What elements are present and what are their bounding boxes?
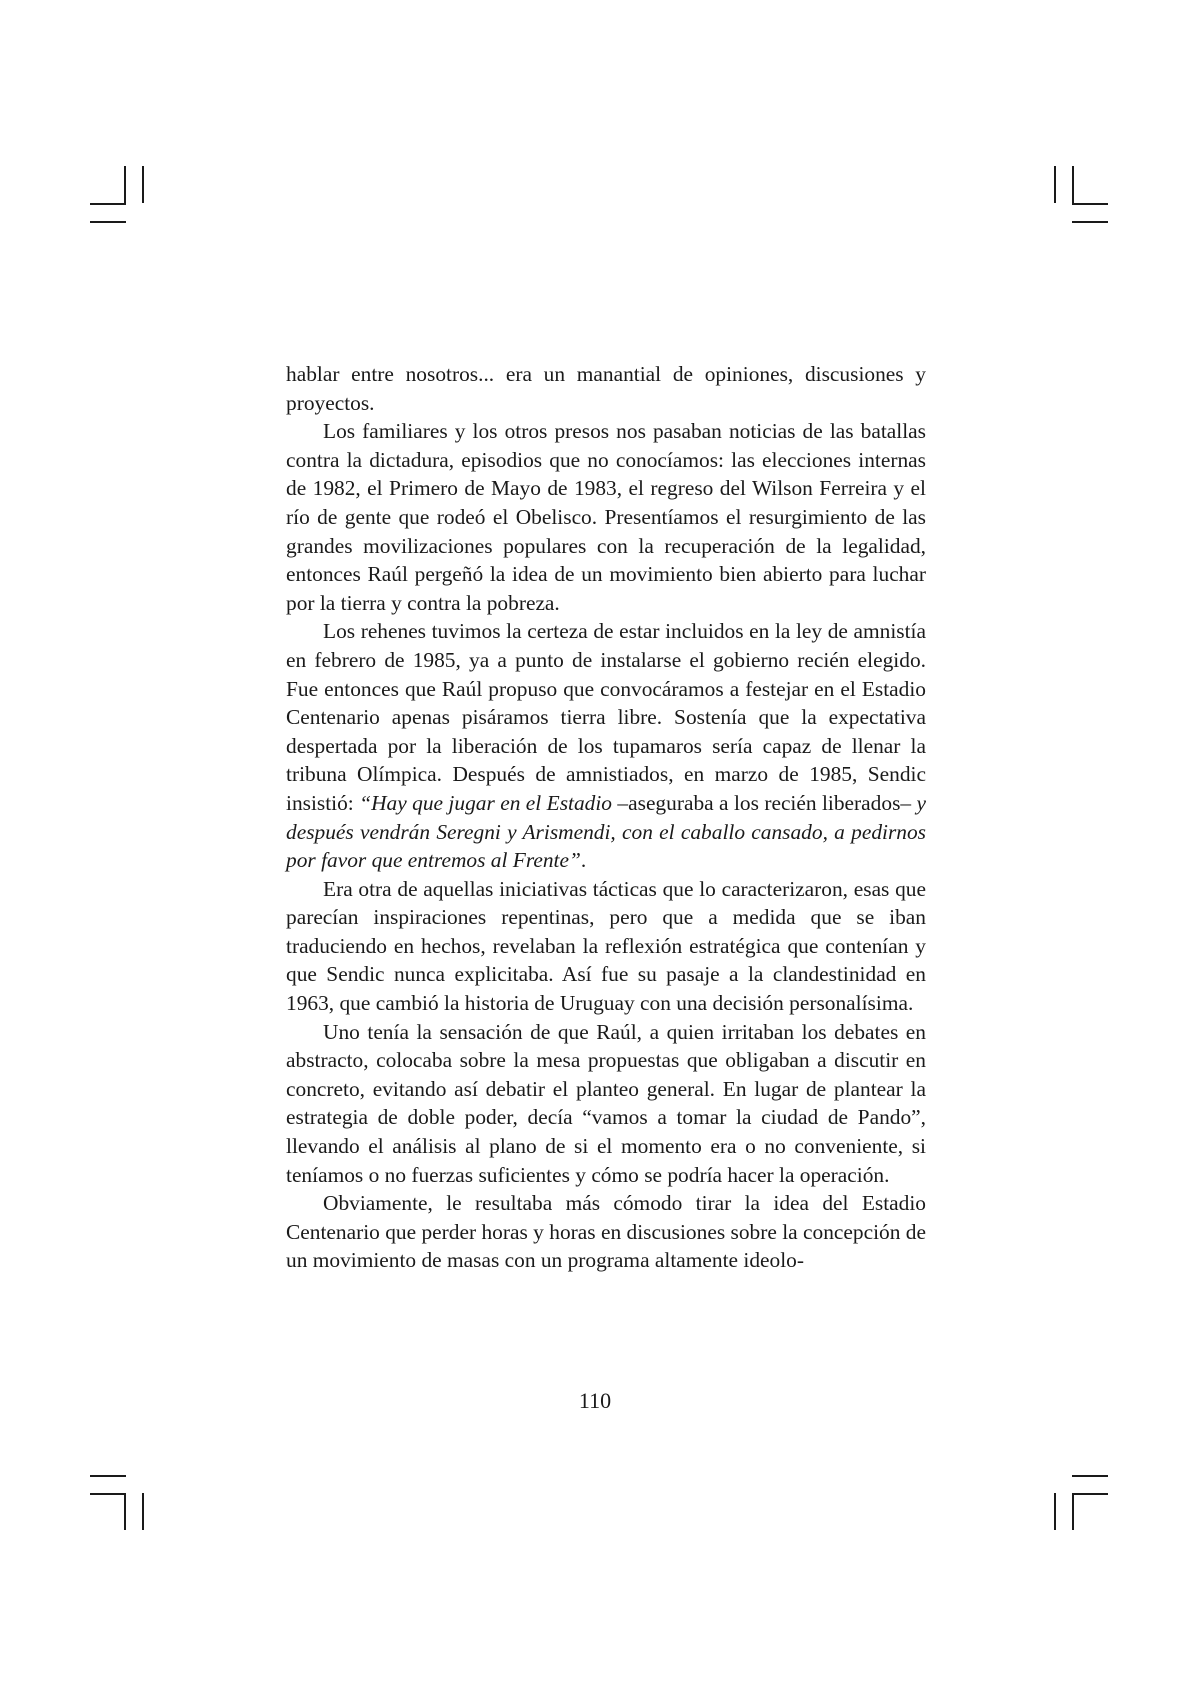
paragraph-3: [286, 617, 926, 874]
crop-mark-top-left-horizontal: [90, 203, 126, 205]
crop-mark-top-left-vertical: [142, 166, 144, 203]
quote-end: .: [580, 848, 587, 873]
quote-part-1: “Hay que jugar en el Estadio: [359, 790, 613, 815]
body-text: [286, 360, 926, 1275]
crop-mark-top-left-long-vertical: [124, 166, 126, 203]
paragraph-5: Uno tenía la sensación de que Raúl, a quien irritaban los debates en abstracto, colocaba sobre la mesa propuestas que obligaban a discutir en concreto, evitando así debatir el planteo general. En lugar de plantear la estrategia de doble poder, decía “vamos a tomar la ciudad de Pando”, llevando el análisis al plano de si el momento era o no conveniente, si teníamos o no fuerzas suficientes y cómo se podría hacer la operación.: [286, 1019, 926, 1187]
crop-mark-bottom-left-vertical: [142, 1493, 144, 1530]
crop-mark-bottom-left-horizontal: [90, 1493, 126, 1495]
paragraph-6: Obviamente, le resultaba más cómodo tirar la idea del Estadio Centenario que perder horas y horas en discusiones sobre la concepción de un movimiento de masas con un programa altamente ideolo-: [286, 1191, 926, 1273]
crop-mark-top-right-horizontal: [1072, 203, 1108, 205]
paragraph-4: Era otra de aquellas iniciativas tácticas que lo caracterizaron, esas que parecían inspiraciones repentinas, pero que a medida que se iban traduciendo en hechos, revelaban la reflexión estratégica que contenían y que Sendic nunca explicitaba. Así fue su pasaje a la clandestinidad en 1963, que cambió la historia de Uruguay con una decisión personalísima.: [286, 876, 926, 1016]
crop-mark-top-right-long-vertical: [1072, 166, 1074, 203]
paragraph-1: hablar entre nosotros... era un manantial de opiniones, discusiones y proyectos.: [286, 362, 926, 415]
crop-mark-top-right-vertical: [1054, 166, 1056, 203]
quote-connector: –aseguraba a los recién liberados–: [612, 790, 917, 815]
crop-mark-bottom-left-long-vertical: [124, 1493, 126, 1530]
paragraph-3-text: Los rehenes tuvimos la certeza de estar incluidos en la ley de amnistía en febrero de 1985, ya a punto de instalarse el gobierno recién elegido. Fue entonces que Raúl propuso que convocáramos a festejar en el Estadio Centenario apenas pisáramos tierra libre. Sostenía que la expectativa despertada por la liberación de los tupamaros sería capaz de llenar la tribuna Olímpica. Después de amnistiados, en marzo de 1985, Sendic insistió:: [286, 619, 926, 815]
quote-part-2: y después vendrán Seregni y Arismendi, con el caballo cansado, a pedirnos por favor que entremos al Frente”: [286, 790, 926, 873]
paragraph-2: Los familiares y los otros presos nos pasaban noticias de las batallas contra la dictadura, episodios que no conocíamos: las elecciones internas de 1982, el Primero de Mayo de 1983, el regreso del Wilson Ferreira y el río de gente que rodeó el Obelisco. Presentíamos el resurgimiento de las grandes movilizaciones populares con la recuperación de la legalidad, entonces Raúl pergeñó la idea de un movimiento bien abierto para luchar por la tierra y contra la pobreza.: [286, 419, 926, 615]
crop-mark-top-left-bar: [90, 221, 126, 223]
crop-mark-bottom-right-bar: [1072, 1475, 1108, 1477]
page-number: 110: [578, 1388, 612, 1413]
crop-mark-bottom-right-horizontal: [1072, 1493, 1108, 1495]
crop-mark-bottom-right-vertical: [1054, 1493, 1056, 1530]
crop-mark-top-right-bar: [1072, 221, 1108, 223]
crop-mark-bottom-left-bar: [90, 1475, 126, 1477]
crop-mark-bottom-right-long-vertical: [1072, 1493, 1074, 1530]
